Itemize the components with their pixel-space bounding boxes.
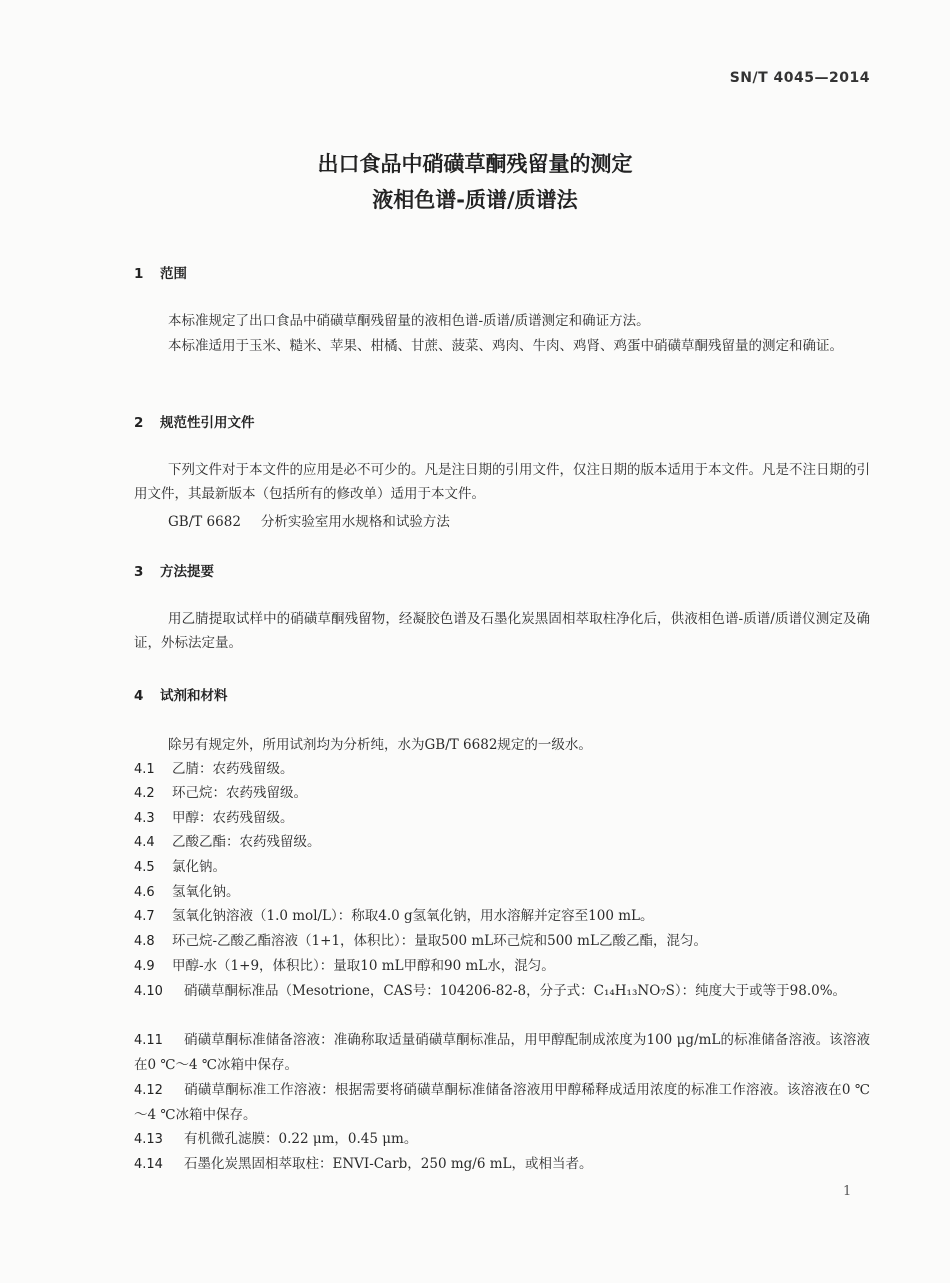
section-number: 4 [134, 688, 144, 704]
list-item [134, 954, 870, 979]
reference-title: 分析实验室用水规格和试验方法 [260, 514, 450, 530]
section-2-paragraph: 下列文件对于本文件的应用是必不可少的。凡是注日期的引用文件，仅注日期的版本适用于本文件。凡是不注日期的引用文件，其最新版本（包括所有的修改单）适用于本文件。 [134, 462, 870, 502]
item-number: 4.13 [134, 1132, 163, 1147]
item-number: 4.14 [134, 1157, 163, 1172]
section-4-heading [134, 684, 228, 704]
item-text: 乙酸乙酯：农药残留级。 [172, 834, 321, 850]
item-text: 硝磺草酮标准工作溶液：根据需要将硝磺草酮标准储备溶液用甲醇稀释成适用浓度的标准工作溶液。该溶液在0 ℃～4 ℃冰箱中保存。 [134, 1082, 870, 1123]
section-title: 范围 [160, 266, 187, 282]
item-number: 4.9 [134, 959, 155, 974]
section-4-intro: 除另有规定外，所用试剂均为分析纯，水为GB/T 6682规定的一级水。 [168, 737, 592, 753]
item-number: 4.10 [134, 984, 163, 999]
section-2-heading [134, 411, 255, 431]
item-number: 4.8 [134, 934, 155, 949]
list-item [134, 929, 870, 954]
list-item [134, 904, 870, 929]
list-item [134, 1127, 870, 1152]
list-item [134, 1078, 870, 1127]
list-item [134, 1152, 870, 1177]
item-number: 4.6 [134, 885, 155, 900]
list-item [134, 979, 870, 1004]
page-number: 1 [843, 1184, 852, 1199]
section-1-paragraph-2: 本标准适用于玉米、糙米、苹果、柑橘、甘蔗、菠菜、鸡肉、牛肉、鸡肾、鸡蛋中硝磺草酮残留量的测定和确证。 [168, 338, 843, 354]
item-number: 4.4 [134, 835, 155, 850]
list-item [134, 830, 870, 855]
item-text: 氢氧化钠。 [172, 884, 240, 900]
item-text: 甲醇-水（1+9，体积比）：量取10 mL甲醇和90 mL水，混匀。 [172, 958, 555, 974]
section-title: 规范性引用文件 [160, 415, 255, 431]
list-item [134, 781, 870, 806]
section-1-paragraph-1: 本标准规定了出口食品中硝磺草酮残留量的液相色谱-质谱/质谱测定和确证方法。 [168, 313, 650, 329]
item-number: 4.2 [134, 786, 155, 801]
item-text: 环己烷-乙酸乙酯溶液（1+1，体积比）：量取500 mL环己烷和500 mL乙酸乙酯，混匀。 [172, 933, 707, 949]
section-3-paragraph: 用乙腈提取试样中的硝磺草酮残留物，经凝胶色谱及石墨化炭黑固相萃取柱净化后，供液相色谱-质谱/质谱仪测定及确证，外标法定量。 [134, 611, 870, 651]
document-title-line-2: 液相色谱-质谱/质谱法 [372, 188, 578, 212]
list-item [134, 855, 870, 880]
item-number: 4.1 [134, 762, 155, 777]
item-text: 硝磺草酮标准品（Mesotrione，CAS号：104206-82-8，分子式：C₁₄H₁₃NO₇S）：纯度大于或等于98.0%。 [184, 983, 847, 999]
section-1-heading [134, 262, 187, 282]
document-title-line-1: 出口食品中硝磺草酮残留量的测定 [317, 152, 633, 176]
item-text: 甲醇：农药残留级。 [172, 810, 294, 826]
item-text: 硝磺草酮标准储备溶液：准确称取适量硝磺草酮标准品，用甲醇配制成浓度为100 μg/mL的标准储备溶液。该溶液在0 ℃～4 ℃冰箱中保存。 [134, 1032, 870, 1073]
item-text: 氯化钠。 [172, 859, 226, 875]
section-title: 试剂和材料 [160, 688, 228, 704]
section-number: 3 [134, 564, 144, 580]
item-number: 4.3 [134, 811, 155, 826]
section-number: 2 [134, 415, 144, 431]
list-item [134, 757, 870, 782]
list-item [134, 1028, 870, 1077]
item-number: 4.5 [134, 860, 155, 875]
section-3-heading [134, 560, 214, 580]
item-number: 4.7 [134, 909, 155, 924]
item-number: 4.11 [134, 1033, 163, 1048]
item-text: 乙腈：农药残留级。 [172, 761, 294, 777]
normative-reference [168, 510, 450, 530]
item-text: 石墨化炭黑固相萃取柱：ENVI-Carb，250 mg/6 mL，或相当者。 [184, 1156, 593, 1172]
item-number: 4.12 [134, 1083, 163, 1098]
standard-number: SN/T 4045—2014 [729, 70, 870, 86]
item-text: 环己烷：农药残留级。 [172, 785, 307, 801]
list-item [134, 806, 870, 831]
item-text: 氢氧化钠溶液（1.0 mol/L）：称取4.0 g氢氧化钠，用水溶解并定容至100 mL。 [172, 908, 654, 924]
section-number: 1 [134, 266, 144, 282]
reference-code: GB/T 6682 [168, 514, 241, 530]
item-text: 有机微孔滤膜：0.22 μm，0.45 μm。 [184, 1131, 418, 1147]
section-title: 方法提要 [160, 564, 214, 580]
list-item [134, 880, 870, 905]
